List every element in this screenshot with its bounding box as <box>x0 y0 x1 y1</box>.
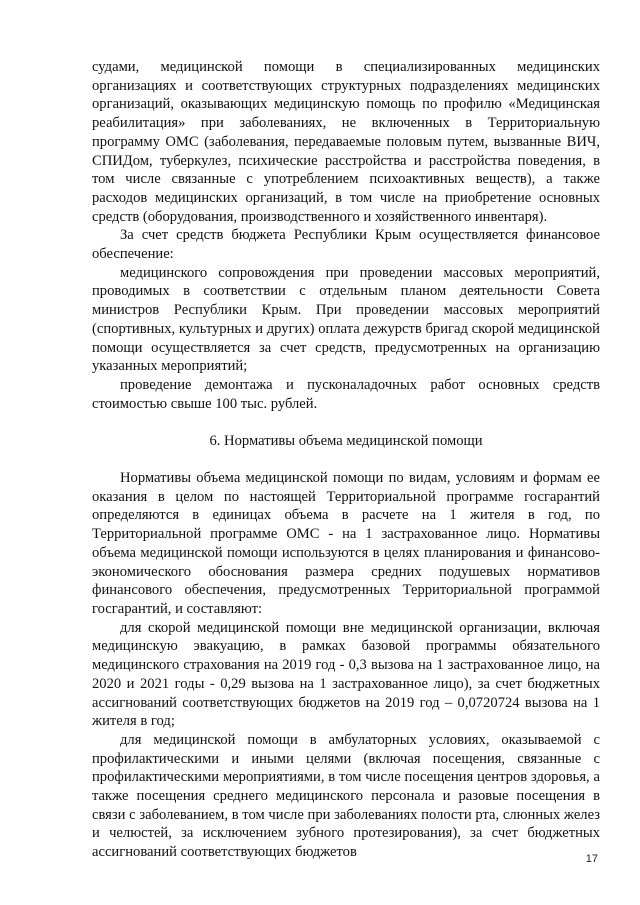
paragraph-volume-norms: Нормативы объема медицинской помощи по видам, условиям и формам ее оказания в целом по настоящей Территориальной программе госгарантий определяются в единицах объема в расчете на 1 жителя в год, по Территориальной программе ОМС - на 1 застрахованное лицо. Нормативы объема медицинской помощи используются в целях планирования и финансово-экономического обоснования размера средних подушевых нормативов финансового обеспечения, предусмотренных Территориальной программой госгарантий, и составляют: <box>92 470 600 617</box>
paragraph-continuation: судами, медицинской помощи в специализированных медицинских организациях и соответствующих структурных подразделениях медицинских организаций, оказывающих медицинскую помощь по профилю «Медицинская реабилитация» при заболеваниях, не включенных в Территориальную программу ОМС (заболевания, передаваемые половым путем, вызванные ВИЧ, СПИДом, туберкулез, психические расстройства и расстройства поведения, в том числе связанные с употреблением психоактивных веществ), а также расходов медицинских организаций, в том числе на приобретение основных средств (оборудования, производственного и хозяйственного инвентаря). <box>92 59 600 225</box>
paragraph-budget-financing: За счет средств бюджета Республики Крым осуществляется финансовое обеспечение: <box>92 227 600 263</box>
paragraph-mass-events: медицинского сопровождения при проведении массовых мероприятий, проводимых в соответствии с отдельным планом деятельности Совета министров Республики Крым. При проведении массовых мероприятий (спортивных, культурных и других) оплата дежурств бригад скорой медицинской помощи осуществляется за счет средств, предусмотренных на организацию указанных мероприятий; <box>92 264 600 375</box>
page-number: 17 <box>585 853 598 865</box>
paragraph-dismantling: проведение демонтажа и пусконаладочных работ основных средств стоимостью свыше 100 тыс. рублей. <box>92 376 600 412</box>
paragraph-emergency-care: для скорой медицинской помощи вне медицинской организации, включая медицинскую эвакуацию, в рамках базовой программы обязательного медицинского страхования на 2019 год - 0,3 вызова на 1 застрахованное лицо, на 2020 и 2021 годы - 0,29 вызова на 1 застрахованное лицо), за счет бюджетных ассигнований соответствующих бюджетов на 2019 год – 0,0720724 вызова на 1 жителя в год; <box>92 619 600 730</box>
document-page <box>92 58 600 862</box>
paragraph-outpatient-care: для медицинской помощи в амбулаторных условиях, оказываемой с профилактическими и иными целями (включая посещения, связанные с профилактическими мероприятиями, в том числе посещения центров здоровья, а также посещения среднего медицинского персонала и разовые посещения в связи с заболеванием, в том числе при заболеваниях полости рта, слюнных желез и челюстей, за исключением зубного протезирования), за счет бюджетных ассигнований соответствующих бюджетов <box>92 731 600 861</box>
section-heading: 6. Нормативы объема медицинской помощи <box>209 433 483 450</box>
